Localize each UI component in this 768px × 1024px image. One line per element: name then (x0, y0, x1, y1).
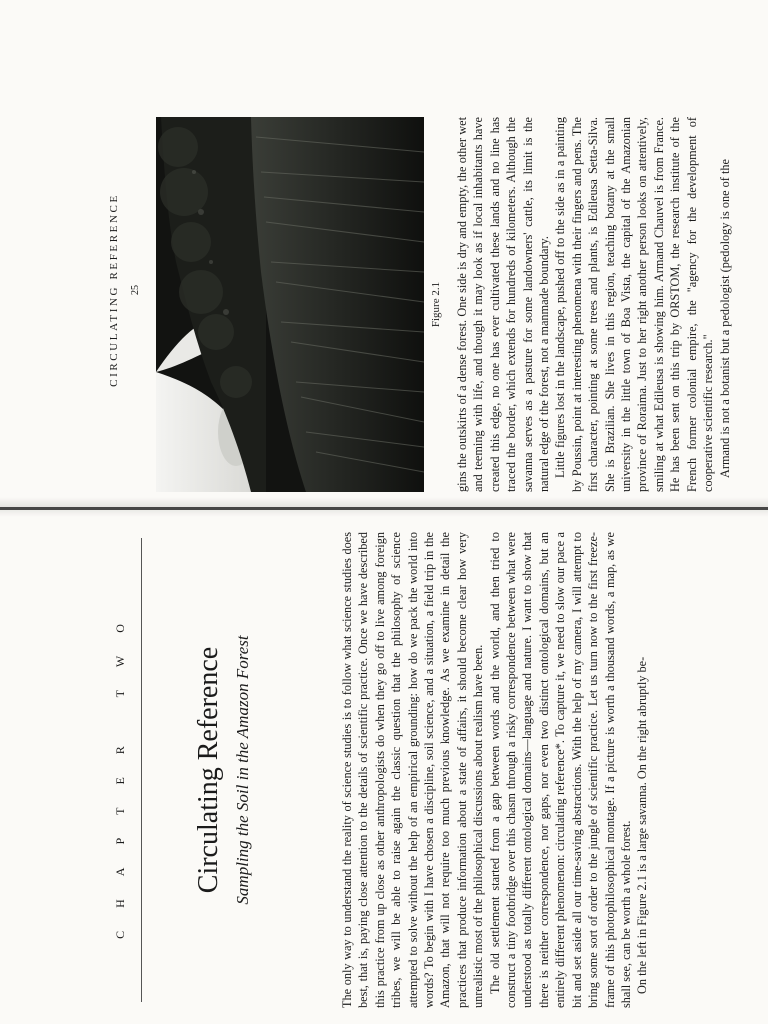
paragraph: Little figures lost in the landscape, pushed off to the side as in a painting by Poussin, point at interesting phenomena with their fingers and pens. The first character, pointing at some trees and plants, is Edileusa Setta-Silva. She is Brazilian. She lives in this region, teaching botany at the small university in the little town of Boa Vista, the capital of the Amazonian province of Roraima. Just to her right another person looks on attentively, smiling at what Edileusa is showing him. Armand Chauvel is from France. He has been sent on this trip by ORSTOM, the research institute of the French former colonial empire, the "agency for the development of cooperative scientific research." (553, 117, 716, 492)
paragraph: On the left in Figure 2.1 is a large savanna. On the right abruptly be- (635, 656, 650, 994)
left-page-body-text (339, 532, 768, 1008)
page-number: 25 (130, 285, 141, 295)
chapter-label: CHAPTER TWO (113, 601, 127, 939)
chapter-subtitle: Sampling the Soil in the Amazon Forest (233, 635, 252, 905)
paragraph: The only way to understand the reality of science studies is to follow what science studies does best, that is, paying close attention to the details of scientific practice. Once we have described this practice from up close as other anthropologists do when they go off to live among foreign tribes, we will be able to raise again the classic question that the philosophy of science attempted to solve without the help of an empirical grounding: how do we pack the world into words? To begin with I have chosen a discipline, soil science, and a situation, a field trip in the Amazon, that will not require too much previous knowledge. As we examine in detail the practices that produce information about a state of affairs, it should become clear how very unrealistic most of the philosophical discussions about realism have been. (340, 532, 486, 1008)
figure-caption: Figure 2.1 (430, 281, 442, 328)
right-page-body-text (454, 117, 754, 492)
right-page (108, 88, 768, 492)
paragraph: Armand is not a botanist but a pedologist (pedology is one of the (717, 159, 732, 478)
paragraph: The old settlement started from a gap between words and the world, and then tried to construct a tiny footbridge over this chasm through a risky correspondence between what were understood as totally different ontological domains—language and nature. I want to show that there is neither correspondence, nor gaps, nor even two distinct ontological domains, but an entirely different phenomenon: circulating reference*. To capture it, we need to slow our pace a bit and set aside all our time-saving abstractions. With the help of my camera, I will attempt to bring some sort of order to the jungle of scientific practice. Let us turn now to the first freeze-frame of this photophilosophical montage. If a picture is worth a thousand words, a map, as we shall see, can be worth a whole forest. (487, 532, 633, 1008)
left-page (113, 530, 768, 1010)
figure-photo-forest-edge (156, 117, 424, 492)
chapter-title: Circulating Reference (193, 646, 224, 894)
forest-photo-graphic (156, 117, 424, 492)
running-head: CIRCULATING REFERENCE (108, 193, 120, 387)
book-gutter (0, 507, 768, 510)
chapter-rule (141, 538, 142, 1002)
paragraph: gins the outskirts of a dense forest. One side is dry and empty, the other wet and teeming with life, and though it may look as if local inhabitants have created this edge, no one has ever cultivated these lands and no line has traced the border, which extends for hundreds of kilometers. Although the savanna serves as a pasture for some landowners' cattle, its limit is the natural edge of the forest, not a manmade boundary. (455, 117, 552, 492)
